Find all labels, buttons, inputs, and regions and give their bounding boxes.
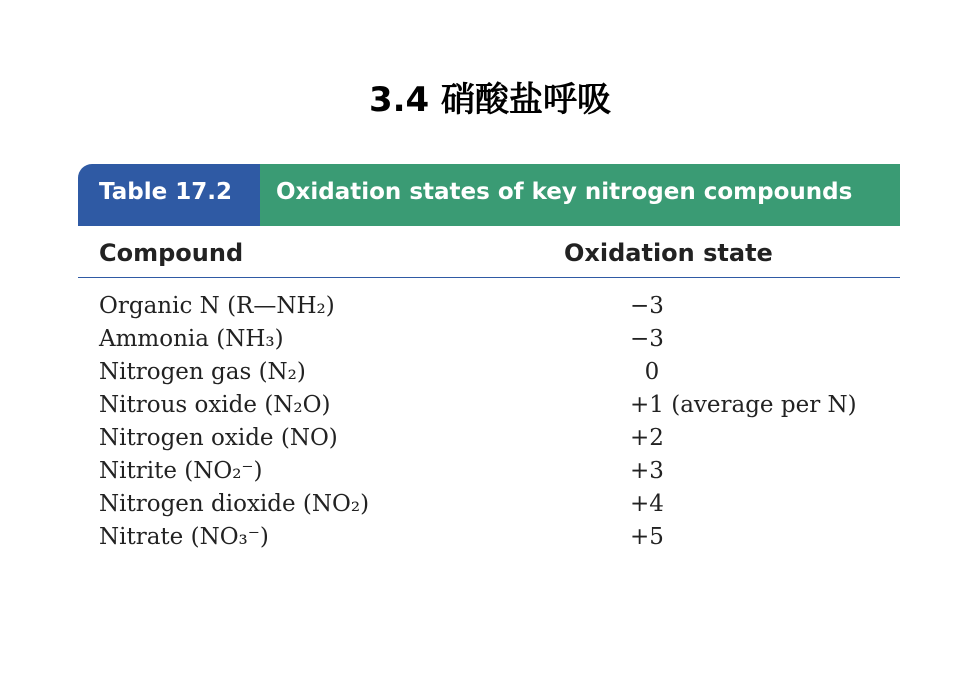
oxidation-state-cell: +2: [630, 425, 664, 451]
oxidation-state-cell: −3: [630, 326, 664, 352]
table-row: [78, 323, 900, 356]
oxidation-state-cell: +4: [630, 491, 664, 517]
oxidation-state-cell: +1 (average per N): [630, 392, 857, 418]
table-row: [78, 389, 900, 422]
oxidation-state-cell: −3: [630, 293, 664, 319]
slide-title: 3.4 硝酸盐呼吸: [368, 80, 612, 120]
compound-cell: Nitrite (NO₂⁻): [99, 458, 263, 484]
compound-cell: Nitrogen gas (N₂): [99, 359, 306, 385]
table-row: [78, 356, 900, 389]
table-row: [78, 290, 900, 323]
column-header-oxidation-state: Oxidation state: [564, 239, 773, 267]
oxidation-states-table: [78, 164, 900, 570]
column-headers: [78, 226, 900, 278]
oxidation-state-cell: +5: [630, 524, 664, 550]
compound-cell: Ammonia (NH₃): [99, 326, 284, 352]
table-number: Table 17.2: [78, 164, 260, 226]
column-header-compound: Compound: [99, 239, 244, 267]
table-row: [78, 521, 900, 554]
table-row: [78, 488, 900, 521]
table-header: [78, 164, 900, 226]
compound-cell: Nitrous oxide (N₂O): [99, 392, 331, 418]
compound-cell: Nitrogen oxide (NO): [99, 425, 338, 451]
table-body: [78, 290, 900, 554]
oxidation-state-cell: 0: [630, 359, 660, 385]
table-caption: Oxidation states of key nitrogen compounds: [260, 164, 900, 226]
oxidation-state-cell: +3: [630, 458, 664, 484]
table-row: [78, 455, 900, 488]
compound-cell: Nitrate (NO₃⁻): [99, 524, 269, 550]
table-row: [78, 422, 900, 455]
compound-cell: Nitrogen dioxide (NO₂): [99, 491, 370, 517]
compound-cell: Organic N (R—NH₂): [99, 293, 335, 319]
